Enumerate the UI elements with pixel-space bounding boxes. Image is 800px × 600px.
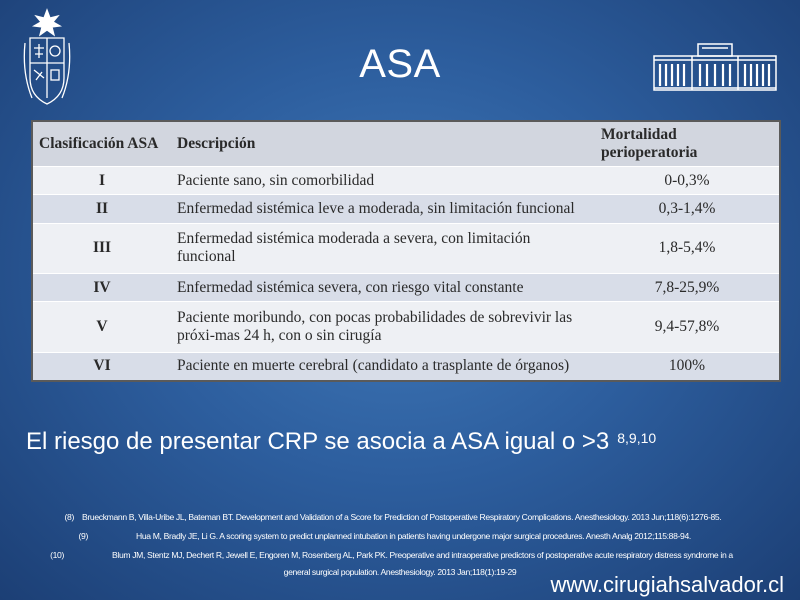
asa-description: Enfermedad sistémica leve a moderada, sin limitación funcional	[171, 195, 595, 223]
asa-table	[31, 120, 781, 382]
main-statement	[26, 428, 656, 456]
asa-mortality: 9,4-57,8%	[595, 302, 779, 352]
asa-description: Enfermedad sistémica moderada a severa, con limitación funcional	[171, 223, 595, 273]
asa-class: I	[33, 167, 171, 195]
asa-description: Paciente sano, sin comorbilidad	[171, 167, 595, 195]
statement-refs: 8,9,10	[617, 430, 657, 446]
table-row	[33, 302, 779, 352]
website-url: www.cirugiahsalvador.cl	[550, 572, 784, 597]
references-list	[30, 508, 770, 582]
reference-text: Blum JM, Stentz MJ, Dechert R, Jewell E, Engoren M, Rosenberg AL, Park PK. Preoperative and intraoperative predictors of postoperative acute respiratory distress syndrome in a	[112, 550, 733, 560]
reference-number: (9)	[78, 531, 88, 541]
asa-mortality: 0,3-1,4%	[595, 195, 779, 223]
asa-description: Paciente moribundo, con pocas probabilidades de sobrevivir las próxi-mas 24 h, con o sin cirugía	[171, 302, 595, 352]
table-row	[33, 167, 779, 195]
reference-item	[30, 527, 770, 546]
asa-description: Enfermedad sistémica severa, con riesgo vital constante	[171, 274, 595, 302]
reference-item	[30, 508, 770, 527]
table-row	[33, 195, 779, 223]
asa-class: II	[33, 195, 171, 223]
statement-text: El riesgo de presentar CRP se asocia a ASA igual o >3	[26, 428, 610, 455]
column-header: Mortalidad perioperatoria	[595, 122, 779, 167]
table-row	[33, 352, 779, 380]
asa-mortality: 100%	[595, 352, 779, 380]
reference-text: Brueckmann B, Villa-Uribe JL, Bateman BT. Development and Validation of a Score for Prediction of Postoperative Respiratory Complications. Anesthesiology. 2013 Jun;118(6):1276-85.	[82, 512, 722, 522]
asa-mortality: 0-0,3%	[595, 167, 779, 195]
reference-continuation: general surgical population. Anesthesiology. 2013 Jan;118(1):19-29	[283, 567, 517, 577]
asa-class: III	[33, 223, 171, 273]
column-header: Descripción	[171, 122, 595, 167]
reference-number: (8)	[64, 512, 74, 522]
table-row	[33, 223, 779, 273]
asa-class: VI	[33, 352, 171, 380]
reference-number: (10)	[50, 550, 64, 560]
table-header-row	[33, 122, 779, 167]
column-header: Clasificación ASA	[33, 122, 171, 167]
table-row	[33, 274, 779, 302]
asa-mortality: 1,8-5,4%	[595, 223, 779, 273]
reference-text: Hua M, Bradly JE, Li G. A scoring system to predict unplanned intubation in patients having undergone major surgical procedures. Anesth Analg 2012;115:88-94.	[136, 531, 691, 541]
asa-class: V	[33, 302, 171, 352]
page-title: ASA	[359, 42, 441, 86]
asa-class: IV	[33, 274, 171, 302]
asa-description: Paciente en muerte cerebral (candidato a trasplante de órganos)	[171, 352, 595, 380]
asa-mortality: 7,8-25,9%	[595, 274, 779, 302]
